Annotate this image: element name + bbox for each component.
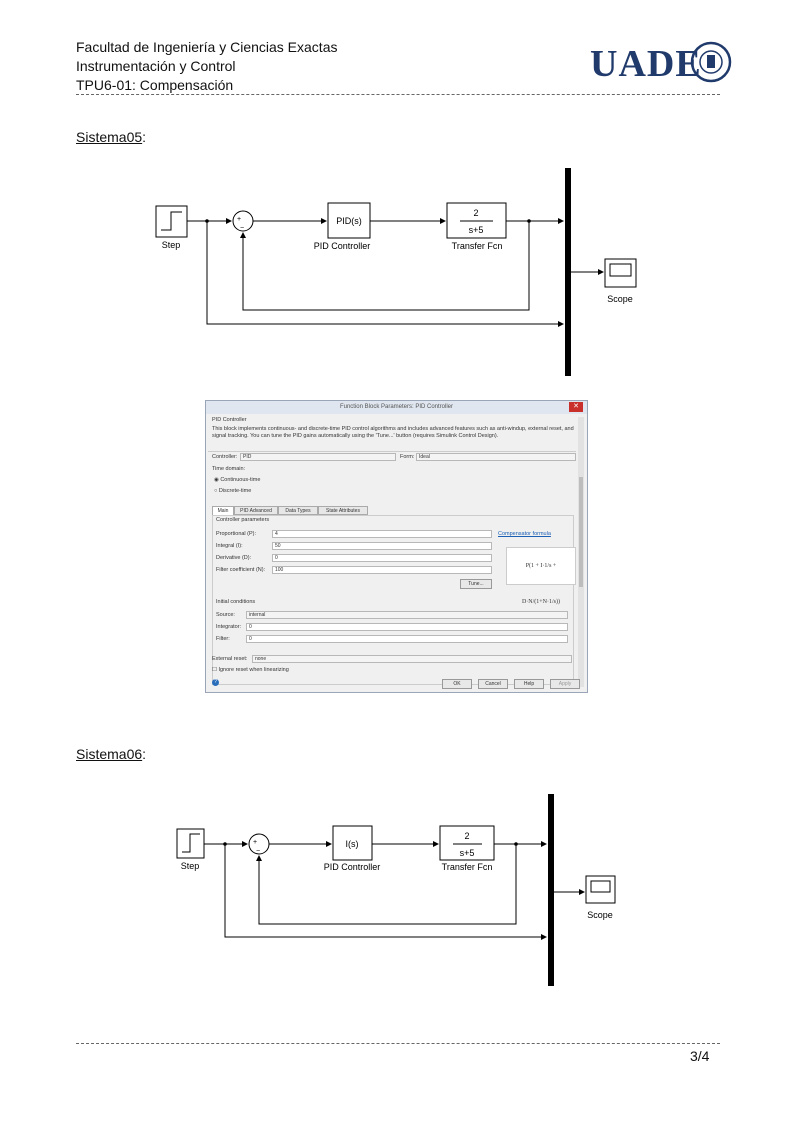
help-button[interactable]: Help [514,679,544,689]
filter-input[interactable]: 0 [246,635,568,643]
step-block-06[interactable] [177,829,204,858]
tf-numerator-06: 2 [464,831,470,841]
sum-plus-sign: + [237,216,242,223]
pid-parameters-dialog [205,400,588,693]
form-label: Form: [400,454,415,460]
assignment-title: TPU6-01: Compensación [76,77,234,93]
footer-divider [76,1043,720,1044]
filter-coefficient-label: Filter coefficient (N): [216,567,266,573]
ignore-reset-checkbox[interactable]: ☐ Ignore reset when linearizing [212,667,289,673]
course-name: Instrumentación y Control [76,58,236,74]
ok-button[interactable]: OK [442,679,472,689]
tab-main[interactable]: Main [212,506,234,515]
external-reset-select[interactable]: none [252,655,572,663]
step-label-06: Step [180,861,200,871]
close-icon[interactable]: ✕ [569,402,583,412]
step-label: Step [161,240,181,250]
block-name: PID Controller [212,417,247,423]
source-label: Source: [216,612,235,618]
filter-coefficient-input[interactable]: 100 [272,566,492,574]
page-number: 3/4 [690,1048,710,1064]
signal-wires [187,221,603,324]
filter-label: Filter: [216,636,230,642]
section-heading-sistema05: Sistema05: [76,129,147,145]
pid-block-text: PID(s) [336,216,362,226]
integrator-input[interactable]: 0 [246,623,568,631]
derivative-input[interactable]: 0 [272,554,492,562]
cancel-button[interactable]: Cancel [478,679,508,689]
tf-denominator: s+5 [468,225,484,235]
help-icon[interactable]: ? [212,679,219,686]
transfer-fcn-label: Transfer Fcn [451,241,503,251]
scope-block[interactable] [605,259,636,287]
mux-bar[interactable] [565,168,571,376]
scope-label: Scope [607,294,633,304]
pid-controller-label-06: PID Controller [323,862,381,872]
controller-parameters-heading: Controller parameters [216,517,270,523]
form-select[interactable]: Ideal [416,453,576,461]
transfer-fcn-label-06: Transfer Fcn [441,862,493,872]
tf-numerator: 2 [473,208,479,218]
compensator-formula-link[interactable]: Compensator formula [498,531,551,537]
sum-minus-sign: − [240,225,245,232]
dialog-titlebar [206,401,587,414]
faculty-name: Facultad de Ingeniería y Ciencias Exactas [76,39,338,55]
tf-denominator-06: s+5 [459,848,475,858]
pid-controller-label: PID Controller [313,241,371,251]
proportional-input[interactable]: 4 [272,530,492,538]
compensator-formula-image: P(1 + I·1/s + D·N/(1+N·1/s)) [506,547,576,585]
integral-label: Integral (I): [216,543,243,549]
initial-conditions-heading: Initial conditions [216,599,256,605]
apply-button[interactable]: Apply [550,679,580,689]
step-block[interactable] [156,206,187,237]
integral-input[interactable]: 50 [272,542,492,550]
signal-wires-06 [204,844,584,937]
dialog-scrollbar[interactable] [578,417,584,687]
logo-text: UADE [590,43,702,85]
time-domain-label: Time domain: [212,466,246,472]
controller-label: Controller: [212,454,238,460]
block-description: This block implements continuous- and discrete-time PID control algorithms and includes advanced features such as anti-windup, external reset, and signal tracking. You can tune the PID gains automatically using the 'Tune...' button (requires Simulink Control Design). [212,426,574,439]
derivative-label: Derivative (D): [216,555,252,561]
discrete-time-radio[interactable]: ○ Discrete-time [214,488,252,494]
external-reset-label: External reset: [212,656,248,662]
controller-select[interactable]: PID [240,453,396,461]
proportional-label: Proportional (P): [216,531,257,537]
section-heading-sistema06: Sistema06: [76,746,147,762]
source-select[interactable]: internal [246,611,568,619]
tab-state-attributes[interactable]: State Attributes [318,506,368,515]
sum-minus-sign-06: − [256,848,261,855]
tune-button[interactable]: Tune... [460,579,492,589]
tab-pid-advanced[interactable]: PID Advanced [234,506,278,515]
continuous-time-radio[interactable]: ◉ Continuous-time [214,477,261,483]
dialog-title: Function Block Parameters: PID Controller [339,404,454,410]
scope-block-06[interactable] [586,876,615,903]
tab-data-types[interactable]: Data Types [278,506,318,515]
i-block-text: I(s) [345,839,359,849]
mux-bar-06[interactable] [548,794,554,986]
integrator-label: Integrator: [216,624,242,630]
scope-label-06: Scope [587,910,613,920]
sum-plus-sign-06: + [253,839,258,846]
